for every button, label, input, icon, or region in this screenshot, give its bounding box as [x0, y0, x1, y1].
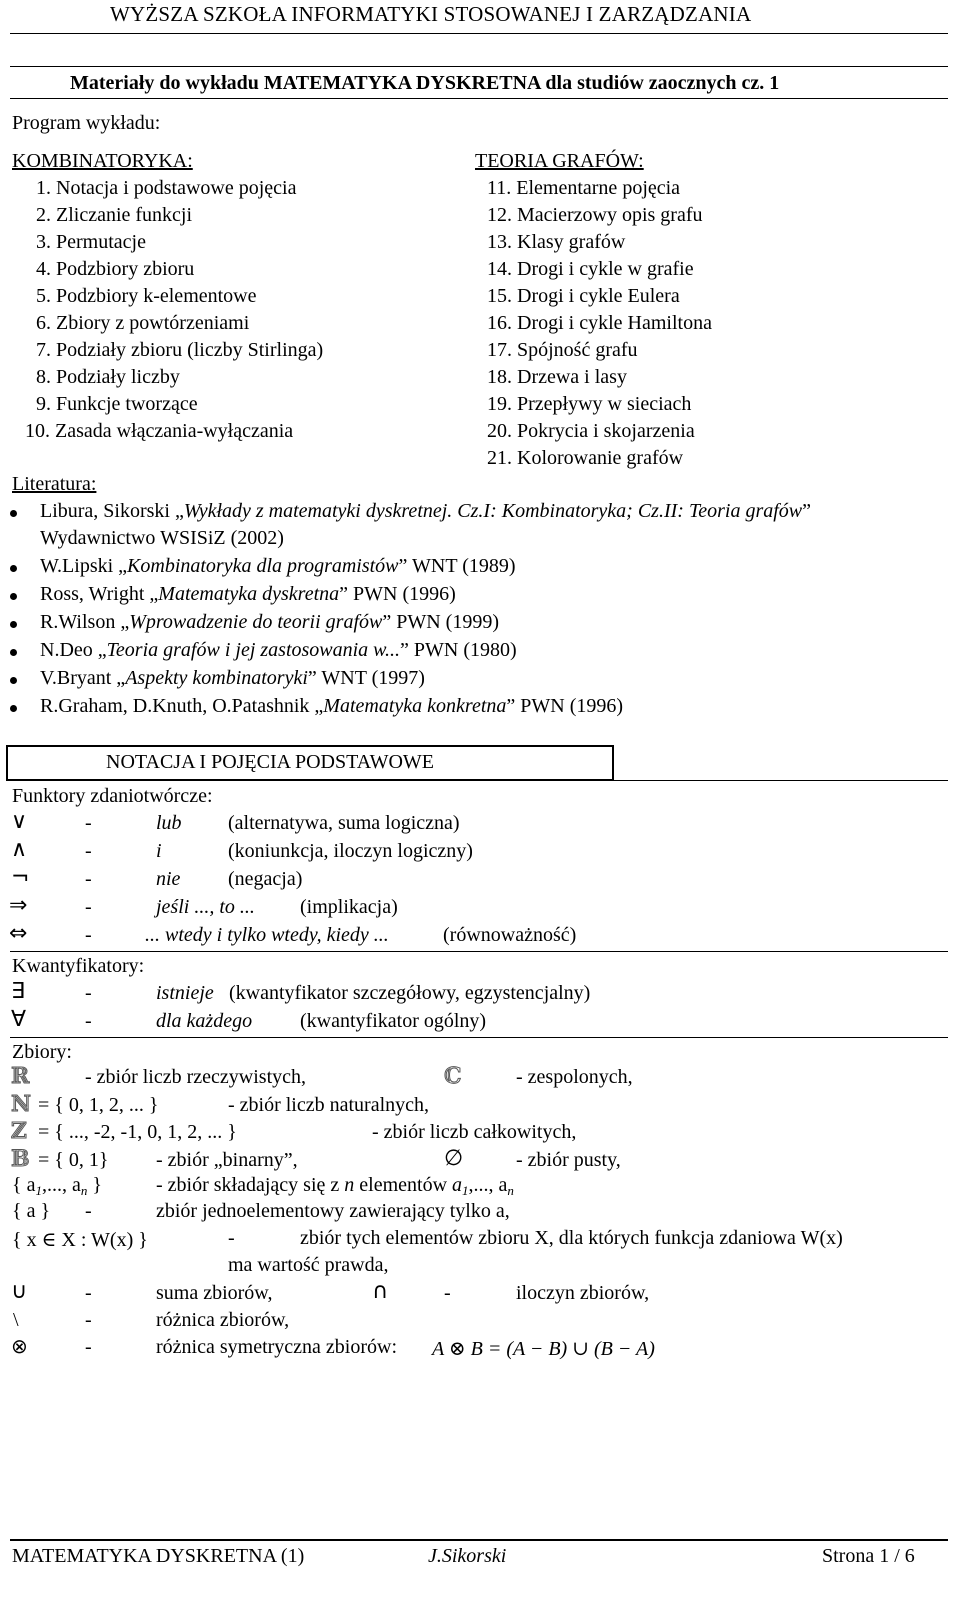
bullet-icon: [10, 593, 17, 600]
set-desc: - zbiór liczb rzeczywistych,: [85, 1066, 307, 1088]
sequence-notation: [12, 1174, 102, 1199]
set-value: = { 0, 1, 2, ... }: [38, 1094, 159, 1116]
builder-notation: { x ∈ X : W(x) }: [12, 1229, 148, 1251]
empty-set-icon: ∅: [444, 1146, 464, 1171]
list-item: [40, 583, 456, 606]
symdiff-dash: -: [85, 1336, 92, 1358]
builder-dash: -: [228, 1227, 235, 1249]
union-dash: -: [85, 1282, 92, 1304]
lit-author: R.Wilson „: [40, 611, 130, 633]
quantifier-word: istnieje: [156, 982, 214, 1004]
set-desc: - zbiór liczb naturalnych,: [228, 1094, 430, 1116]
lit-publisher: ” WNT (1997): [307, 667, 425, 689]
bullet-icon: [10, 621, 17, 628]
not-symbol: ¬: [11, 865, 30, 890]
set-desc: - zbiór liczb całkowitych,: [372, 1121, 577, 1143]
lit-author: V.Bryant „: [40, 667, 126, 689]
quantifier-desc: (kwantyfikator szczegółowy, egzystencjalny): [229, 982, 591, 1004]
list-item: 12. Macierzowy opis grafu: [487, 204, 703, 226]
real-set-symbol: ℝ: [11, 1064, 30, 1089]
natural-set-symbol: ℕ: [11, 1092, 32, 1117]
lit-title: Aspekty kombinatoryki: [125, 667, 308, 689]
lit-author: Libura, Sikorski „: [40, 500, 184, 522]
bullet-icon: [10, 705, 17, 712]
lit-publisher: ” PWN (1999): [382, 611, 499, 633]
graphs-title: TEORIA GRAFÓW:: [475, 150, 644, 172]
lit-publisher: ” WNT (1989): [398, 555, 516, 577]
list-item: 4. Podzbiory zbioru: [36, 258, 195, 280]
list-item: [40, 695, 623, 718]
seq-desc: - zbiór składający się z: [156, 1174, 340, 1196]
set-value: = { 0, 1}: [38, 1149, 109, 1171]
list-item: 13. Klasy grafów: [487, 231, 626, 253]
complex-set-symbol: ℂ: [444, 1064, 462, 1089]
seq-a1: a: [452, 1174, 463, 1196]
section-title: NOTACJA I POJĘCIA PODSTAWOWE: [106, 751, 434, 773]
functor-word: nie: [156, 868, 181, 890]
footer-author: J.Sikorski: [428, 1545, 507, 1567]
functor-word: ... wtedy i tylko wtedy, kiedy ...: [145, 924, 389, 946]
intersection-dash: -: [444, 1282, 451, 1304]
list-item: 3. Permutacje: [36, 231, 146, 253]
single-notation: { a }: [12, 1200, 51, 1222]
functor-word: lub: [156, 812, 182, 834]
list-item: 2. Zliczanie funkcji: [36, 204, 193, 226]
list-item: 16. Drogi i cykle Hamiltona: [487, 312, 712, 334]
symdiff-desc: różnica symetryczna zbiorów:: [156, 1336, 398, 1358]
list-item: 14. Drogi i cykle w grafie: [487, 258, 694, 280]
quantifier-desc: (kwantyfikator ogólny): [300, 1010, 487, 1032]
symdiff-symbol: ⊗: [11, 1334, 28, 1358]
list-item: 19. Przepływy w sieciach: [487, 393, 692, 415]
union-desc: suma zbiorów,: [156, 1282, 273, 1304]
functor-dash: -: [85, 868, 92, 890]
functor-desc: (równoważność): [443, 924, 577, 946]
functor-dash: -: [85, 812, 92, 834]
functor-word: jeśli ..., to ...: [156, 896, 255, 918]
program-label: Program wykładu:: [12, 112, 161, 134]
difference-symbol: \: [13, 1309, 19, 1331]
seq-sub: 1: [462, 1183, 469, 1198]
list-item: [40, 639, 517, 662]
lit-title: Wykłady z matematyki dyskretnej. Cz.I: Kombinatoryka; Cz.II: Teoria grafów: [183, 500, 803, 522]
lit-title: Wprowadzenie do teorii grafów: [129, 611, 383, 633]
integer-set-symbol: ℤ: [11, 1119, 28, 1144]
lit-author: N.Deo „: [40, 639, 107, 661]
sequence-desc: [156, 1174, 514, 1199]
functor-desc: (implikacja): [300, 896, 398, 918]
footer-course: MATEMATYKA DYSKRETNA (1): [12, 1545, 305, 1567]
single-desc: zbiór jednoelementowy zawierający tylko a,: [156, 1200, 510, 1222]
list-item: [40, 611, 499, 634]
list-item: 10. Zasada włączania-wyłączania: [25, 420, 294, 442]
binary-set-symbol: 𝔹: [11, 1147, 30, 1172]
subtitle-rule: [10, 98, 948, 99]
symdiff-formula: A ⊗ B = (A − B) ∪ (B − A): [432, 1338, 655, 1360]
footer-rule: [10, 1539, 948, 1541]
lit-title: Kombinatoryka dla programistów: [127, 555, 399, 577]
functor-dash: -: [85, 840, 92, 862]
list-item: 1. Notacja i podstawowe pojęcia: [36, 177, 297, 199]
seq-mid2: ,..., a: [468, 1174, 508, 1196]
lit-title: Teoria grafów i jej zastosowania w...: [106, 639, 401, 661]
lit-author: Ross, Wright „: [40, 583, 159, 605]
set-desc: - zbiór pusty,: [516, 1149, 621, 1171]
list-item: [40, 555, 516, 578]
union-symbol: ∪: [11, 1279, 28, 1304]
list-item: 8. Podziały liczby: [36, 366, 180, 388]
functor-desc: (koniunkcja, iloczyn logiczny): [228, 840, 473, 862]
lit-publisher: ” PWN (1980): [400, 639, 517, 661]
bullet-icon: [10, 649, 17, 656]
list-item: 17. Spójność grafu: [487, 339, 638, 361]
list-item: 5. Podzbiory k-elementowe: [36, 285, 257, 307]
builder-desc-cont: ma wartość prawda,: [228, 1254, 389, 1276]
set-desc: - zbiór „binarny”,: [156, 1149, 298, 1171]
seq-sub: n: [80, 1183, 88, 1198]
lit-publisher: ”: [802, 500, 812, 522]
exists-symbol: ∃: [11, 979, 25, 1004]
list-item: 21. Kolorowanie grafów: [487, 447, 684, 469]
functors-rule: [10, 951, 948, 952]
combinatorics-title: KOMBINATORYKA:: [12, 150, 193, 172]
sets-title: Zbiory:: [12, 1041, 72, 1063]
literature-title: Literatura:: [12, 473, 97, 495]
seq-desc-b: elementów: [359, 1174, 448, 1196]
header-rule: [10, 33, 948, 34]
intersection-desc: iloczyn zbiorów,: [516, 1282, 650, 1304]
list-item: [40, 500, 811, 523]
functors-title: Funktory zdaniotwórcze:: [12, 785, 213, 807]
quantifier-word: dla każdego: [156, 1010, 253, 1032]
functor-desc: (negacja): [228, 868, 303, 890]
iff-symbol: ⇔: [9, 921, 28, 946]
seq-mid: ,..., a: [41, 1174, 81, 1196]
list-item: [40, 667, 425, 690]
set-desc: - zespolonych,: [516, 1066, 633, 1088]
seq-open: { a: [12, 1174, 36, 1196]
set-value: = { ..., -2, -1, 0, 1, 2, ... }: [38, 1121, 237, 1143]
intersection-symbol: ∩: [372, 1279, 389, 1304]
lit-author: R.Graham, D.Knuth, O.Patashnik „: [40, 695, 324, 717]
footer-page: Strona 1 / 6: [822, 1545, 915, 1567]
lit-publisher: ” PWN (1996): [506, 695, 624, 717]
functor-word: i: [156, 840, 162, 862]
quantifiers-rule: [10, 1037, 948, 1038]
functor-desc: (alternatywa, suma logiczna): [228, 812, 460, 834]
forall-symbol: ∀: [11, 1007, 27, 1032]
lit-title: Matematyka konkretna: [323, 695, 507, 717]
lit-author: W.Lipski „: [40, 555, 128, 577]
subtitle: Materiały do wykładu MATEMATYKA DYSKRETNA dla studiów zaocznych cz. 1: [70, 72, 780, 94]
list-item: 7. Podziały zbioru (liczby Stirlinga): [36, 339, 324, 361]
list-item: 11. Elementarne pojęcia: [487, 177, 681, 199]
header-rule-2: [10, 66, 948, 67]
seq-sub: n: [507, 1183, 514, 1198]
list-item: 18. Drzewa i lasy: [487, 366, 627, 388]
institution-header: WYŻSZA SZKOŁA INFORMATYKI STOSOWANEJ I ZARZĄDZANIA: [110, 2, 752, 26]
builder-desc: zbiór tych elementów zbioru X, dla których funkcja zdaniowa W(x): [300, 1227, 843, 1249]
quantifiers-title: Kwantyfikatory:: [12, 955, 145, 977]
difference-desc: różnica zbiorów,: [156, 1309, 290, 1331]
lit-continuation: Wydawnictwo WSISiZ (2002): [40, 527, 284, 549]
difference-dash: -: [85, 1309, 92, 1331]
single-dash: -: [85, 1200, 92, 1222]
bullet-icon: [10, 677, 17, 684]
list-item: 20. Pokrycia i skojarzenia: [487, 420, 695, 442]
list-item: 9. Funkcje tworzące: [36, 393, 198, 415]
implies-symbol: ⇒: [9, 893, 28, 918]
seq-close: }: [92, 1174, 102, 1196]
or-symbol: ∨: [11, 809, 28, 834]
seq-n: n: [344, 1174, 355, 1196]
functor-dash: -: [85, 896, 92, 918]
and-symbol: ∧: [11, 837, 28, 862]
lit-title: Matematyka dyskretna: [158, 583, 340, 605]
bullet-icon: [10, 510, 17, 517]
seq-sub: 1: [35, 1183, 42, 1198]
quantifier-dash: -: [85, 1010, 92, 1032]
quantifier-dash: -: [85, 982, 92, 1004]
lit-publisher: ” PWN (1996): [339, 583, 456, 605]
list-item: 6. Zbiory z powtórzeniami: [36, 312, 250, 334]
functor-dash: -: [85, 924, 92, 946]
bullet-icon: [10, 565, 17, 572]
list-item: 15. Drogi i cykle Eulera: [487, 285, 680, 307]
section-rule: [10, 780, 948, 781]
